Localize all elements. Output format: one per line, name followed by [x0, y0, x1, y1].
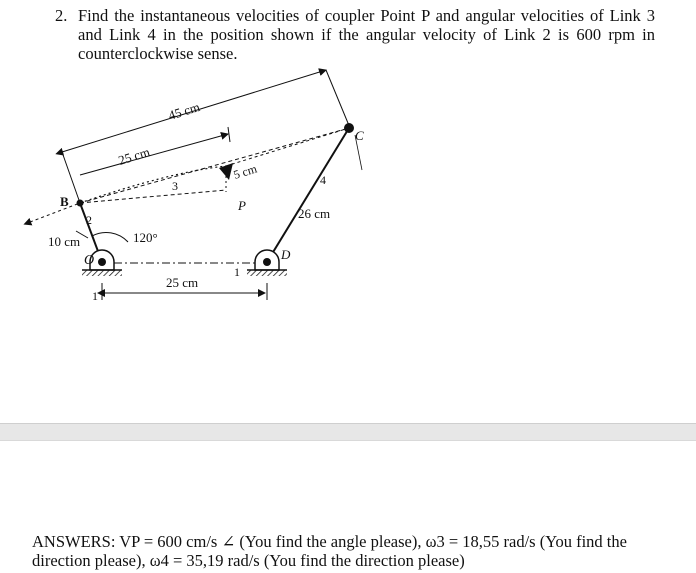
joint-c — [344, 123, 354, 133]
dim-5-label: 5 cm — [231, 161, 259, 182]
dimension-25-top — [80, 127, 230, 175]
question-body: Find the instantaneous velocities of coupler Point P and angular velocities of Link 3 and Link 4 in the position shown if the angular velocity of Link 2 is 600 rpm in counterclockwise sense. — [78, 6, 655, 63]
dim-25-top-label: 25 cm — [116, 144, 152, 168]
label-b: B — [60, 194, 69, 209]
dim-25-bottom-label: 25 cm — [166, 275, 199, 290]
link-4-label: 4 — [320, 173, 326, 187]
dimension-25-bottom — [102, 275, 267, 300]
horizontal-separator — [0, 423, 696, 441]
label-o: O — [84, 253, 95, 268]
answers-text: ANSWERS: VP = 600 cm/s ∠ (You find the angle please), ω3 = 18,55 rad/s (You find the direction please), ω4 = 35,19 rad/s (You find the direction please) — [32, 532, 627, 570]
ground-1-right-label: 1 — [234, 265, 240, 279]
label-c: C — [355, 128, 364, 143]
link-3-label: 3 — [172, 179, 178, 193]
question-number: 2. — [55, 6, 68, 25]
dim-45-label: 45 cm — [166, 99, 202, 123]
dim-26-label: 26 cm — [298, 206, 331, 221]
angle-label: 120° — [133, 230, 158, 245]
ground-1-left-label: 1 — [92, 289, 98, 303]
dim-10-label: 10 cm — [48, 234, 81, 249]
link-4-rocker — [267, 128, 349, 262]
joint-b — [77, 200, 84, 207]
label-d: D — [281, 247, 291, 262]
link-2-label: 2 — [86, 213, 92, 227]
label-p: P — [238, 198, 246, 213]
dimension-45 — [62, 70, 350, 203]
dimension-5 — [232, 161, 259, 182]
